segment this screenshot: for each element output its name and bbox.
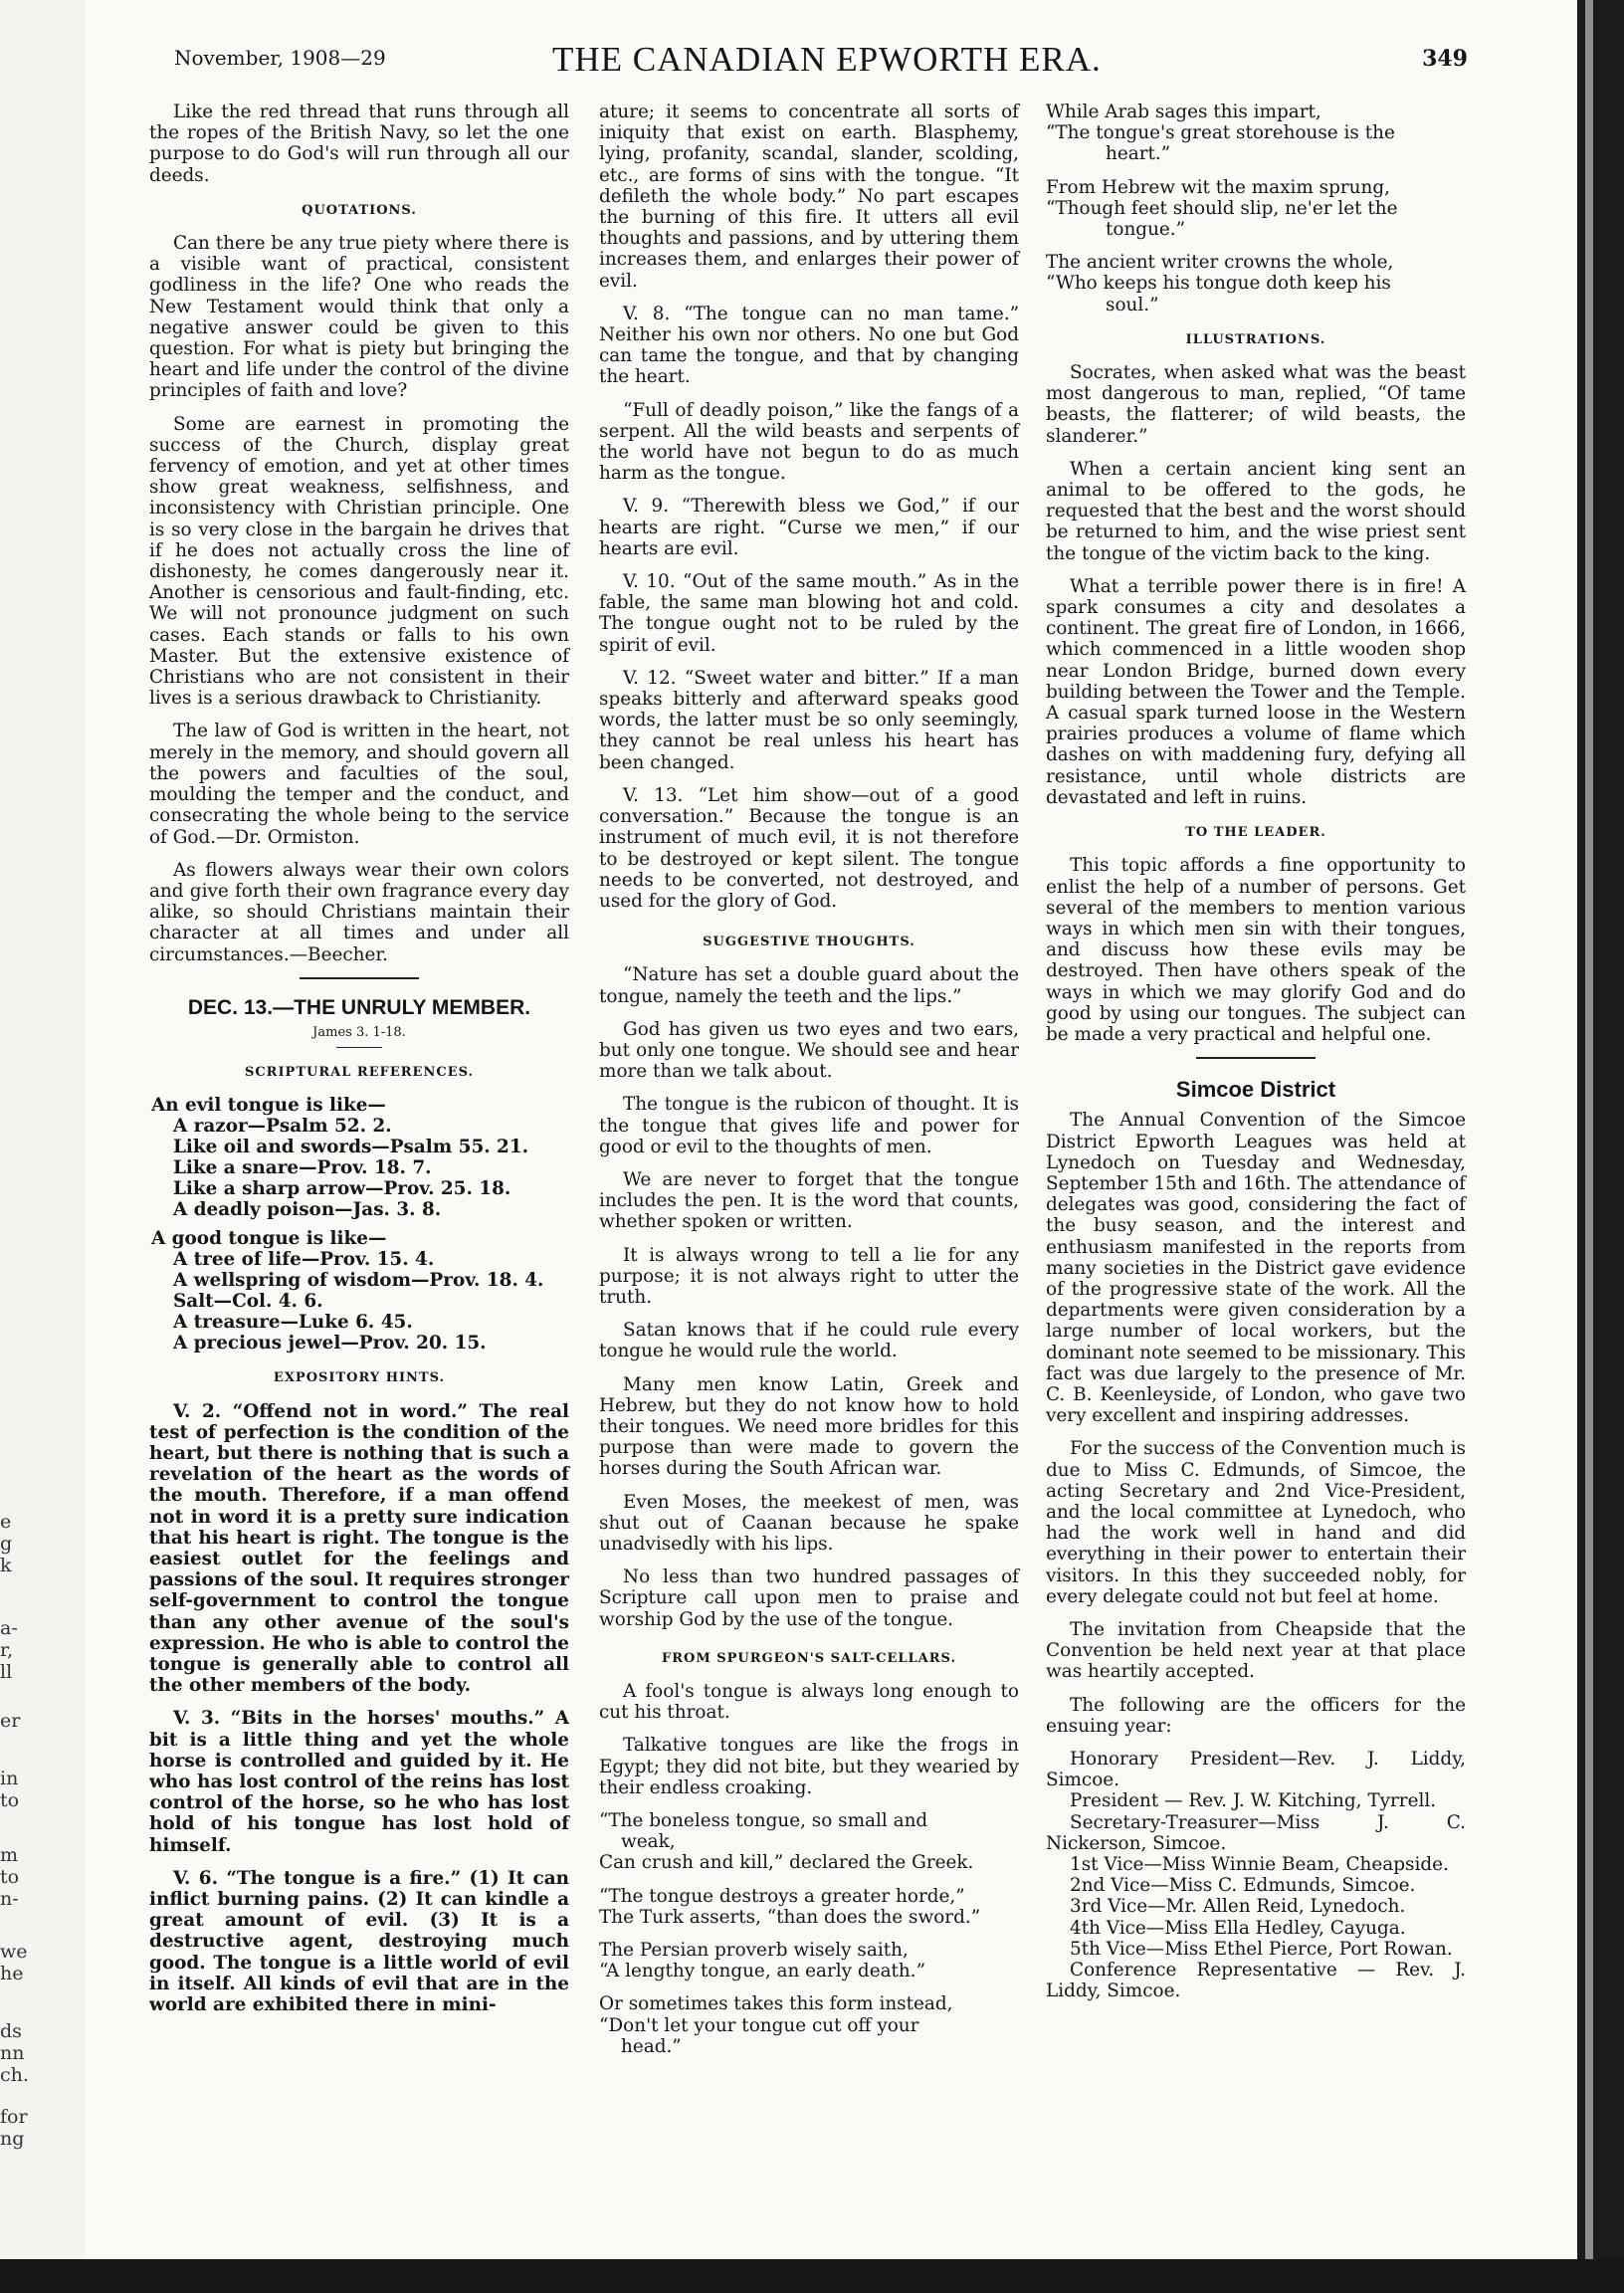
paragraph: The invitation from Cheapside that the Convention be held next year at that place was heartily accepted. <box>1046 1619 1466 1683</box>
edge-fragment: k <box>0 1555 12 1576</box>
verse-line: “The boneless tongue, so small and <box>599 1810 928 1832</box>
reference-item: Like a snare—Prov. 18. 7. <box>173 1157 432 1179</box>
book-spine-highlight <box>1585 0 1593 2293</box>
officers-list <box>1046 1749 1466 2001</box>
paragraph: This topic affords a fine opportunity to enlist the help of a number of persons. Get several of the members to mention various ways in which men sin with their tongues, and discuss how these evils may be destroyed. Then have others speak of the ways in which we may glorify God and do good by using our tongues. The subject can be made a very practical and helpful one. <box>1046 855 1466 1045</box>
reference-item: A treasure—Luke 6. 45. <box>173 1312 413 1334</box>
reference-item: A tree of life—Prov. 15. 4. <box>173 1249 435 1271</box>
paragraph: No less than two hundred passages of Scripture call upon men to praise and worship God by the use of the tongue. <box>599 1566 1019 1630</box>
paragraph: Many men know Latin, Greek and Hebrew, but they do not know how to hold their tongues. We need more bridles for this purpose than were made to govern the horses during the South African war. <box>599 1373 1019 1480</box>
verse-line: “Who keeps his tongue doth keep his <box>1046 273 1391 295</box>
officer-entry: Honorary President—Rev. J. Liddy, Simcoe. <box>1046 1749 1466 1791</box>
paragraph: It is always wrong to tell a lie for any purpose; it is not always right to utter the truth. <box>599 1244 1019 1308</box>
paragraph: The Annual Convention of the Simcoe District Epworth Leagues was held at Lynedoch on Tuesday and Wednesday, September 15th and 16th. The attendance of delegates was good, considering the fact of the busy season, and the interest and enthusiasm manifested in the reports from many societies in the District gave evidence of the progressive state of the work. All the departments were given consideration by a large number of local workers, but the dominant note seemed to be missionary. This fact was due largely to the presence of Mr. C. B. Keenleyside, of London, who gave two very excellent and inspiring addresses. <box>1046 1110 1466 1427</box>
verse-line: “Don't let your tongue cut off your <box>599 2014 919 2036</box>
paragraph: ature; it seems to concentrate all sorts of iniquity that exist on earth. Blasphemy, lying, profanity, scandal, slander, scolding, etc., are forms of sins with the tongue. “It defileth the whole body.” No part escapes the burning of this fire. It utters all evil thoughts and passions, and by uttering them increases them, and enlarges their power of evil. <box>599 102 1019 292</box>
edge-fragment: ds <box>0 2020 22 2042</box>
officer-entry: 4th Vice—Miss Ella Hedley, Cayuga. <box>1070 1917 1406 1939</box>
good-tongue-references <box>149 1228 569 1354</box>
officer-entry: Secretary-Treasurer—Miss J. C. Nickerson, Simcoe. <box>1046 1811 1466 1854</box>
reference-item: A razor—Psalm 52. 2. <box>173 1116 392 1138</box>
reference-item: A precious jewel—Prov. 20. 15. <box>173 1333 487 1355</box>
section-heading-expository-hints: EXPOSITORY HINTS. <box>273 1370 446 1386</box>
reference-item: Like oil and swords—Psalm 55. 21. <box>173 1137 529 1158</box>
verse-line: soul.” <box>1106 294 1159 315</box>
column-left <box>149 102 569 2027</box>
divider-rule <box>1196 1057 1316 1059</box>
verse-line: Or sometimes takes this form instead, <box>599 1993 953 2015</box>
paragraph: V. 12. “Sweet water and bitter.” If a man speaks bitterly and afterward speaks good words, the latter must be so only seemingly, they cannot be real unless his heart has been changed. <box>599 667 1019 773</box>
verse-line: “The tongue destroys a greater horde,” <box>599 1885 965 1907</box>
reference-item: A wellspring of wisdom—Prov. 18. 4. <box>173 1270 544 1292</box>
verse-stanza <box>599 1993 1019 2057</box>
edge-fragment: to <box>0 1789 20 1811</box>
verse-stanza <box>1046 177 1466 241</box>
lesson-scripture: James 3. 1-18. <box>312 1024 406 1040</box>
paragraph: We are never to forget that the tongue includes the pen. It is the word that counts, whether spoken or written. <box>599 1168 1019 1233</box>
section-heading-illustrations: ILLUSTRATIONS. <box>1185 331 1326 347</box>
paragraph: The law of God is written in the heart, not merely in the memory, and should govern all the powers and faculties of the soul, moulding the temper and the conduct, and consecrating the whole being to the service of God.—Dr. Ormiston. <box>149 721 569 848</box>
section-heading-suggestive-thoughts: SUGGESTIVE THOUGHTS. <box>703 935 915 950</box>
paragraph: The following are the officers for the ensuing year: <box>1046 1694 1466 1737</box>
verse-line: “Though feet should slip, ne'er let the <box>1046 197 1398 219</box>
verse-line: tongue.” <box>1106 219 1186 241</box>
edge-fragment: g <box>0 1533 13 1555</box>
officer-entry: Conference Representative — Rev. J. Liddy, Simcoe. <box>1046 1960 1466 2002</box>
publication-title: THE CANADIAN EPWORTH ERA. <box>552 40 1102 79</box>
edge-fragment: nn <box>0 2042 25 2064</box>
running-header <box>174 40 1468 90</box>
verse-line: weak, <box>621 1831 676 1853</box>
paragraph: Even Moses, the meekest of men, was shut out of Caanan because he spake unadvisedly with his lips. <box>599 1491 1019 1555</box>
verse-stanza <box>599 1940 1019 1981</box>
edge-fragment: ll <box>0 1661 13 1683</box>
reference-lead: A good tongue is like— <box>151 1228 387 1250</box>
verse-line: “A lengthy tongue, an early death.” <box>599 1961 926 1982</box>
edge-fragment: for <box>0 2106 28 2128</box>
paragraph: “Full of deadly poison,” like the fangs of a serpent. All the wild beasts and serpents of the world have not begun to do as much harm as the tongue. <box>599 399 1019 485</box>
paragraph: Satan knows that if he could rule every tongue he would rule the world. <box>599 1320 1019 1362</box>
section-heading-scriptural-references: SCRIPTURAL REFERENCES. <box>244 1065 475 1081</box>
edge-fragment: ch. <box>0 2064 29 2086</box>
edge-fragment: he <box>0 1963 24 1984</box>
reference-lead: An evil tongue is like— <box>151 1095 386 1117</box>
scan-bottom-border <box>0 2259 1624 2293</box>
issue-date: November, 1908—29 <box>174 46 386 70</box>
verse-stanza <box>1046 102 1466 165</box>
edge-fragment: r, <box>0 1639 14 1661</box>
paragraph: Socrates, when asked what was the beast most dangerous to man, replied, “Of tame beasts, the flatterer; of wild beasts, the slanderer.” <box>1046 362 1466 447</box>
paragraph: As flowers always wear their own colors and give forth their own fragrance every day alike, so should Christians maintain their character at all times and under all circumstances.—Beecher. <box>149 859 569 965</box>
paragraph: V. 13. “Let him show—out of a good conversation.” Because the tongue is an instrument of much evil, it is not therefore to be destroyed or kept silent. The tongue needs to be converted, not destroyed, and used for the glory of God. <box>599 784 1019 912</box>
officer-entry: 3rd Vice—Mr. Allen Reid, Lynedoch. <box>1070 1896 1406 1918</box>
paragraph: Some are earnest in promoting the success of the Church, display great fervency of emotion, and yet at other times show great weakness, selfishness, and inconsistency with Christian principle. One is so very close in the bargain he drives that if he does not actually cross the line of dishonesty, he comes dangerously near it. Another is censorious and fault-finding, etc. We will not pronounce judgment on such cases. Each stands or falls to his own Master. But the extensive existence of Christians who are not consistent in their lives is a serious drawback to Christianity. <box>149 413 569 710</box>
reference-item: Salt—Col. 4. 6. <box>173 1291 323 1313</box>
verse-stanza <box>1046 252 1466 315</box>
paragraph: Talkative tongues are like the frogs in Egypt; they did not bite, but they wearied by their endless croaking. <box>599 1735 1019 1798</box>
officer-entry: 5th Vice—Miss Ethel Pierce, Port Rowan. <box>1070 1938 1453 1960</box>
section-heading-spurgeon: FROM SPURGEON'S SALT-CELLARS. <box>661 1650 957 1666</box>
edge-fragment: m <box>0 1844 19 1866</box>
evil-tongue-references <box>149 1095 569 1220</box>
verse-line: The ancient writer crowns the whole, <box>1046 252 1394 274</box>
section-heading-to-the-leader: TO THE LEADER. <box>1185 825 1326 841</box>
edge-fragment: to <box>0 1866 20 1888</box>
paragraph: V. 9. “Therewith bless we God,” if our hearts are right. “Curse we men,” if our hearts are evil. <box>599 496 1019 559</box>
facing-page-edge <box>0 0 87 2293</box>
reference-item: Like a sharp arrow—Prov. 25. 18. <box>173 1178 511 1200</box>
paragraph: Like the red thread that runs through all the ropes of the British Navy, so let the one purpose to do God's will run through all our deeds. <box>149 102 569 186</box>
paragraph: V. 2. “Offend not in word.” The real test of perfection is the condition of the heart, but there is nothing that is such a revelation of the heart as the words of the mouth. Therefore, if a man offend not in word it is a pretty sure indication that his heart is right. The tongue is the easiest outlet for the feelings and passions of the soul. It requires stronger self-government to control the tongue than any other avenue of the soul's expression. He who is able to control the tongue is generally able to control all the other members of the body. <box>149 1400 569 1697</box>
paragraph: The tongue is the rubicon of thought. It is the tongue that gives life and power for good or evil to the thoughts of men. <box>599 1094 1019 1157</box>
edge-fragment: a- <box>0 1617 18 1639</box>
divider-rule <box>300 977 419 979</box>
paragraph: V. 8. “The tongue can no man tame.” Neither his own nor others. No one but God can tame the tongue, and that by changing the heart. <box>599 303 1019 388</box>
verse-stanza <box>599 1810 1019 1874</box>
paragraph: What a terrible power there is in fire! A spark consumes a city and desolates a continent. The great fire of London, in 1666, which commenced in a little wooden shop near London Bridge, burned down every building between the Tower and the Temple. A casual spark turned loose in the Western prairies produces a volume of flame which dashes on with maddening fury, defying all resistance, until whole districts are devastated and left in ruins. <box>1046 575 1466 808</box>
paragraph: When a certain ancient king sent an animal to be offered to the gods, he requested that the best and the worst should be returned to him, and the wise priest sent the tongue of the victim back to the king. <box>1046 458 1466 564</box>
edge-fragment: we <box>0 1941 28 1963</box>
paragraph: Can there be any true piety where there is a visible want of practical, consistent godliness in the life? One who reads the New Testament would think that only a negative answer could be given to this question. For what is piety but bringing the heart and life under the control of the divine principles of faith and love? <box>149 233 569 402</box>
edge-fragment: in <box>0 1768 19 1789</box>
officer-entry: 1st Vice—Miss Winnie Beam, Cheapside. <box>1070 1854 1449 1876</box>
edge-fragment: er <box>0 1710 21 1732</box>
reference-item: A deadly poison—Jas. 3. 8. <box>173 1199 442 1221</box>
page-number: 349 <box>1422 46 1468 72</box>
verse-line: The Turk asserts, “than does the sword.” <box>599 1906 981 1928</box>
verse-line: Can crush and kill,” declared the Greek. <box>599 1852 974 1874</box>
verse-line: From Hebrew wit the maxim sprung, <box>1046 176 1390 198</box>
district-heading: Simcoe District <box>1175 1077 1336 1103</box>
officer-entry: President — Rev. J. W. Kitching, Tyrrell. <box>1070 1790 1437 1812</box>
edge-fragment: n- <box>0 1888 19 1910</box>
verse-line: While Arab sages this impart, <box>1046 102 1321 122</box>
verse-line: head.” <box>621 2035 682 2057</box>
paragraph: “Nature has set a double guard about the tongue, namely the teeth and the lips.” <box>599 964 1019 1007</box>
verse-line: heart.” <box>1106 143 1171 165</box>
verse-line: “The tongue's great storehouse is the <box>1046 122 1395 144</box>
officer-entry: 2nd Vice—Miss C. Edmunds, Simcoe. <box>1070 1875 1416 1897</box>
lesson-title: DEC. 13.—THE UNRULY MEMBER. <box>187 995 531 1019</box>
edge-fragment: ng <box>0 2128 25 2150</box>
paragraph: For the success of the Convention much is due to Miss C. Edmunds, of Simcoe, the acting Secretary and 2nd Vice-President, and the local committee at Lynedoch, who had the work well in hand and did everything in their power to entertain their visitors. In this they succeeded nobly, for every delegate could not but feel at home. <box>1046 1438 1466 1607</box>
column-right <box>1046 102 1466 2001</box>
short-rule <box>336 1047 382 1048</box>
paragraph: V. 6. “The tongue is a fire.” (1) It can inflict burning pains. (2) It can kindle a great amount of evil. (3) It is a destructive agent, destroying much good. The tongue is a little world of evil in itself. All kinds of evil that are in the world are exhibited there in mini- <box>149 1867 569 2016</box>
paragraph: God has given us two eyes and two ears, but only one tongue. We should see and hear more than we talk about. <box>599 1018 1019 1083</box>
verse-stanza <box>599 1886 1019 1928</box>
paragraph: A fool's tongue is always long enough to cut his throat. <box>599 1681 1019 1724</box>
verse-line: The Persian proverb wisely saith, <box>599 1940 909 1962</box>
paragraph: V. 3. “Bits in the horses' mouths.” A bit is a little thing and yet the whole horse is controlled and guided by it. He who has lost control of the reins has lost control of the horse, so he who has lost hold of his tongue has lost hold of himself. <box>149 1708 569 1856</box>
column-middle <box>599 102 1019 2069</box>
paragraph: V. 10. “Out of the same mouth.” As in the fable, the same man blowing hot and cold. The tongue ought not to be ruled by the spirit of evil. <box>599 571 1019 656</box>
edge-fragment: e <box>0 1511 12 1533</box>
section-heading-quotations: QUOTATIONS. <box>302 202 417 218</box>
